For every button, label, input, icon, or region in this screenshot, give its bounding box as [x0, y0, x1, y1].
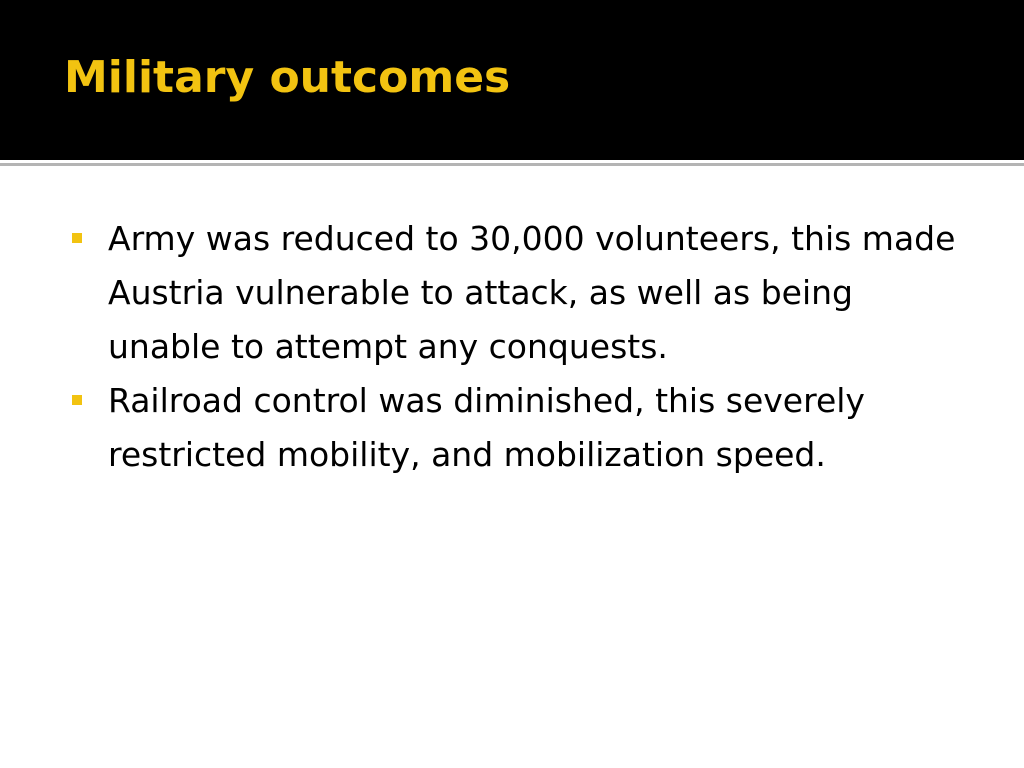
bullet-list [72, 212, 972, 482]
bullet-item [72, 212, 972, 374]
bullet-text: Railroad control was diminished, this severely restricted mobility, and mobilization speed. [108, 381, 865, 474]
bullet-item [72, 374, 972, 482]
slide-title: Military outcomes [64, 52, 511, 103]
square-bullet-icon [72, 233, 82, 243]
title-bar [0, 0, 1024, 160]
square-bullet-icon [72, 395, 82, 405]
title-divider-bottom [0, 163, 1024, 166]
bullet-text: Army was reduced to 30,000 volunteers, this made Austria vulnerable to attack, as well as being unable to attempt any conquests. [108, 219, 956, 366]
